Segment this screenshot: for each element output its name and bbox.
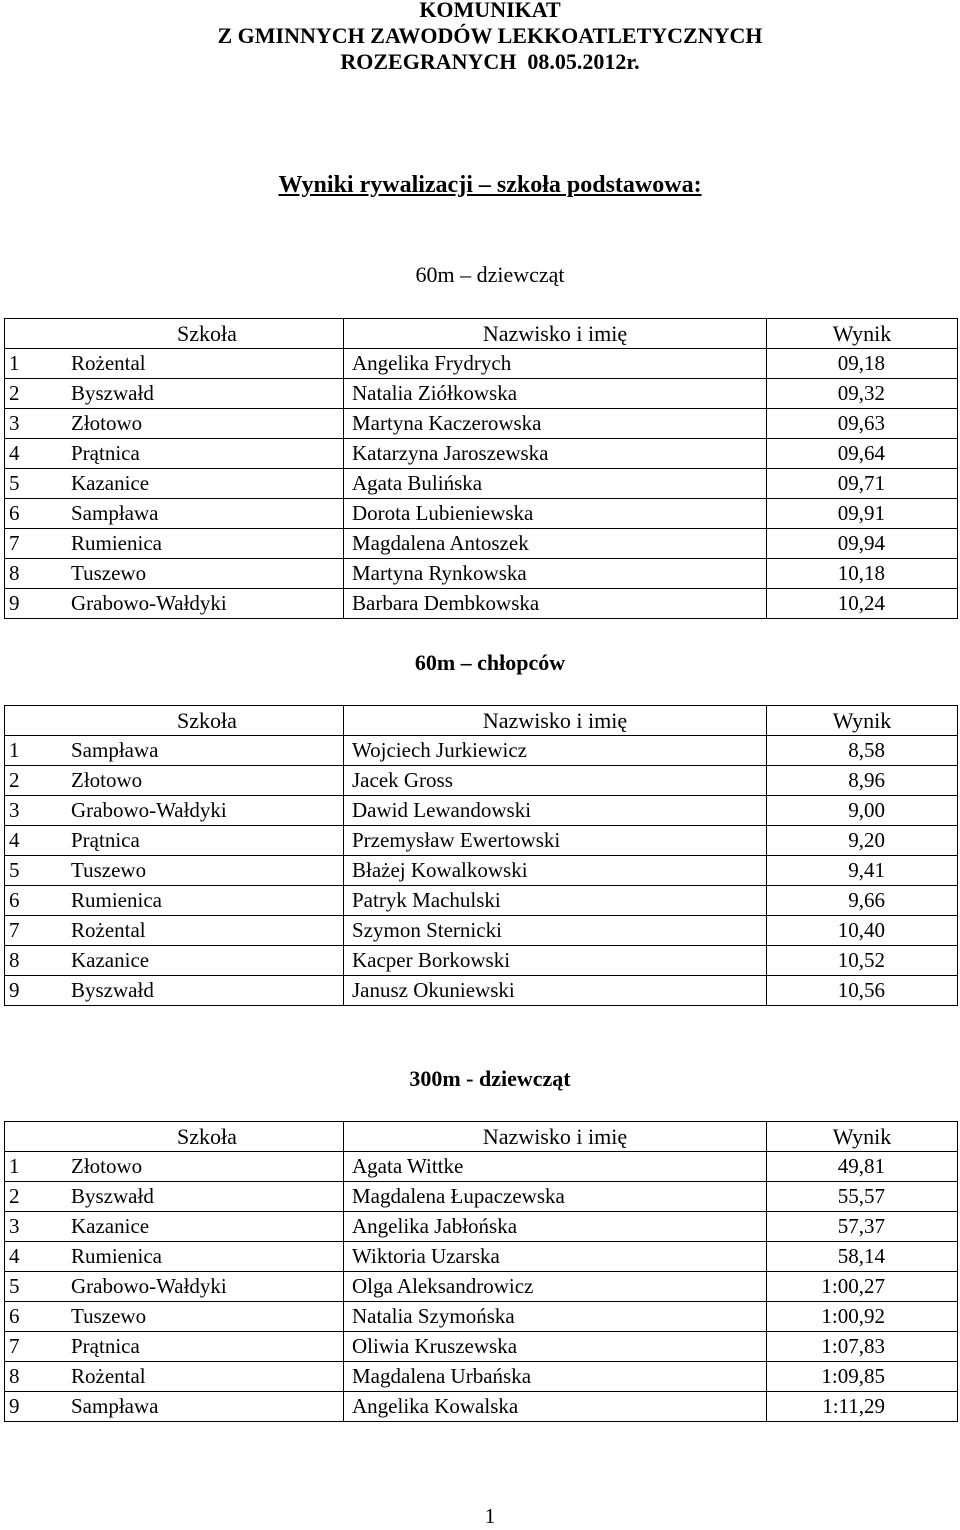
result-cell: 8,58 <box>767 736 958 766</box>
place-cell: 6 <box>5 1302 72 1332</box>
place-cell: 8 <box>5 559 72 589</box>
header-subtitle: Z GMINNYCH ZAWODÓW LEKKOATLETYCZNYCH <box>217 23 763 48</box>
place-cell: 5 <box>5 856 72 886</box>
place-cell: 5 <box>5 469 72 499</box>
school-cell: Prątnica <box>71 439 344 469</box>
result-cell: 09,64 <box>767 439 958 469</box>
name-cell: Barbara Dembkowska <box>344 589 767 619</box>
table-row <box>5 1362 958 1392</box>
table-row <box>5 1182 958 1212</box>
place-cell: 1 <box>5 736 72 766</box>
header-name: Nazwisko i imię <box>344 1122 767 1152</box>
name-cell: Martyna Kaczerowska <box>344 409 767 439</box>
school-cell: Byszwałd <box>71 379 344 409</box>
name-cell: Magdalena Antoszek <box>344 529 767 559</box>
result-cell: 09,94 <box>767 529 958 559</box>
table-row <box>5 1302 958 1332</box>
table-row <box>5 796 958 826</box>
place-cell: 3 <box>5 796 72 826</box>
table-row <box>5 439 958 469</box>
table-row <box>5 349 958 379</box>
result-cell: 09,32 <box>767 379 958 409</box>
place-cell: 7 <box>5 1332 72 1362</box>
name-cell: Natalia Ziółkowska <box>344 379 767 409</box>
result-cell: 8,96 <box>767 766 958 796</box>
school-cell: Sampława <box>71 736 344 766</box>
place-cell: 4 <box>5 439 72 469</box>
result-cell: 09,63 <box>767 409 958 439</box>
header-result: Wynik <box>767 1122 958 1152</box>
results-table-60m-girls <box>4 318 958 619</box>
event-title-60m-boys: 60m – chłopców <box>414 650 566 675</box>
result-cell: 9,66 <box>767 886 958 916</box>
table-row <box>5 589 958 619</box>
school-cell: Rożental <box>71 916 344 946</box>
result-cell: 10,52 <box>767 946 958 976</box>
school-cell: Rumienica <box>71 886 344 916</box>
header-school: Szkoła <box>71 1122 344 1152</box>
result-cell: 9,00 <box>767 796 958 826</box>
school-cell: Grabowo-Wałdyki <box>71 589 344 619</box>
event-title-300m-girls: 300m - dziewcząt <box>409 1066 571 1091</box>
name-cell: Wiktoria Uzarska <box>344 1242 767 1272</box>
table-row <box>5 1242 958 1272</box>
table-row <box>5 856 958 886</box>
header-school: Szkoła <box>71 319 344 349</box>
table-header-row <box>5 319 958 349</box>
table-row <box>5 826 958 856</box>
event-title-60m-girls: 60m – dziewcząt <box>415 262 565 287</box>
header-num <box>5 319 72 349</box>
place-cell: 2 <box>5 1182 72 1212</box>
result-cell: 09,91 <box>767 499 958 529</box>
place-cell: 9 <box>5 976 72 1006</box>
table-row <box>5 1272 958 1302</box>
school-cell: Kazanice <box>71 1212 344 1242</box>
school-cell: Rumienica <box>71 1242 344 1272</box>
place-cell: 4 <box>5 1242 72 1272</box>
school-cell: Rożental <box>71 349 344 379</box>
name-cell: Martyna Rynkowska <box>344 559 767 589</box>
name-cell: Szymon Sternicki <box>344 916 767 946</box>
name-cell: Błażej Kowalkowski <box>344 856 767 886</box>
place-cell: 6 <box>5 499 72 529</box>
result-cell: 1:00,27 <box>767 1272 958 1302</box>
name-cell: Agata Wittke <box>344 1152 767 1182</box>
name-cell: Przemysław Ewertowski <box>344 826 767 856</box>
school-cell: Prątnica <box>71 1332 344 1362</box>
result-cell: 10,24 <box>767 589 958 619</box>
result-cell: 1:00,92 <box>767 1302 958 1332</box>
school-cell: Kazanice <box>71 469 344 499</box>
place-cell: 2 <box>5 766 72 796</box>
place-cell: 9 <box>5 589 72 619</box>
header-result: Wynik <box>767 319 958 349</box>
header-date: ROZEGRANYCH 08.05.2012r. <box>340 49 640 74</box>
name-cell: Magdalena Łupaczewska <box>344 1182 767 1212</box>
table-row <box>5 946 958 976</box>
table-row <box>5 916 958 946</box>
table-row <box>5 379 958 409</box>
table-row <box>5 559 958 589</box>
place-cell: 3 <box>5 409 72 439</box>
result-cell: 1:07,83 <box>767 1332 958 1362</box>
school-cell: Złotowo <box>71 766 344 796</box>
table-row <box>5 766 958 796</box>
school-cell: Rożental <box>71 1362 344 1392</box>
page-number: 1 <box>484 1504 496 1528</box>
place-cell: 1 <box>5 1152 72 1182</box>
table-row <box>5 499 958 529</box>
name-cell: Katarzyna Jaroszewska <box>344 439 767 469</box>
place-cell: 8 <box>5 946 72 976</box>
name-cell: Magdalena Urbańska <box>344 1362 767 1392</box>
header-name: Nazwisko i imię <box>344 706 767 736</box>
school-cell: Tuszewo <box>71 856 344 886</box>
table-row <box>5 976 958 1006</box>
place-cell: 4 <box>5 826 72 856</box>
name-cell: Oliwia Kruszewska <box>344 1332 767 1362</box>
result-cell: 10,18 <box>767 559 958 589</box>
place-cell: 8 <box>5 1362 72 1392</box>
header-title: KOMUNIKAT <box>419 0 561 22</box>
result-cell: 55,57 <box>767 1182 958 1212</box>
place-cell: 5 <box>5 1272 72 1302</box>
table-row <box>5 1212 958 1242</box>
name-cell: Angelika Frydrych <box>344 349 767 379</box>
school-cell: Sampława <box>71 499 344 529</box>
school-cell: Złotowo <box>71 409 344 439</box>
table-row <box>5 409 958 439</box>
school-cell: Byszwałd <box>71 1182 344 1212</box>
school-cell: Złotowo <box>71 1152 344 1182</box>
result-cell: 1:09,85 <box>767 1362 958 1392</box>
result-cell: 1:11,29 <box>767 1392 958 1422</box>
document-header <box>0 0 960 75</box>
name-cell: Jacek Gross <box>344 766 767 796</box>
section-title: Wyniki rywalizacji – szkoła podstawowa: <box>278 172 702 198</box>
school-cell: Grabowo-Wałdyki <box>71 796 344 826</box>
name-cell: Olga Aleksandrowicz <box>344 1272 767 1302</box>
result-cell: 9,41 <box>767 856 958 886</box>
place-cell: 2 <box>5 379 72 409</box>
result-cell: 58,14 <box>767 1242 958 1272</box>
name-cell: Dawid Lewandowski <box>344 796 767 826</box>
school-cell: Rumienica <box>71 529 344 559</box>
result-cell: 49,81 <box>767 1152 958 1182</box>
table-header-row <box>5 706 958 736</box>
place-cell: 6 <box>5 886 72 916</box>
name-cell: Dorota Lubieniewska <box>344 499 767 529</box>
school-cell: Tuszewo <box>71 559 344 589</box>
name-cell: Wojciech Jurkiewicz <box>344 736 767 766</box>
header-school: Szkoła <box>71 706 344 736</box>
results-table-300m-girls <box>4 1121 958 1422</box>
name-cell: Angelika Jabłońska <box>344 1212 767 1242</box>
place-cell: 3 <box>5 1212 72 1242</box>
header-num <box>5 1122 72 1152</box>
results-table-60m-boys <box>4 705 958 1006</box>
result-cell: 9,20 <box>767 826 958 856</box>
place-cell: 7 <box>5 916 72 946</box>
school-cell: Sampława <box>71 1392 344 1422</box>
place-cell: 9 <box>5 1392 72 1422</box>
table-row <box>5 1332 958 1362</box>
result-cell: 10,56 <box>767 976 958 1006</box>
table-row <box>5 469 958 499</box>
name-cell: Kacper Borkowski <box>344 946 767 976</box>
table-row <box>5 1392 958 1422</box>
name-cell: Natalia Szymońska <box>344 1302 767 1332</box>
name-cell: Angelika Kowalska <box>344 1392 767 1422</box>
table-row <box>5 886 958 916</box>
table-row <box>5 529 958 559</box>
name-cell: Janusz Okuniewski <box>344 976 767 1006</box>
school-cell: Byszwałd <box>71 976 344 1006</box>
table-row <box>5 736 958 766</box>
result-cell: 09,18 <box>767 349 958 379</box>
place-cell: 7 <box>5 529 72 559</box>
result-cell: 10,40 <box>767 916 958 946</box>
header-result: Wynik <box>767 706 958 736</box>
school-cell: Tuszewo <box>71 1302 344 1332</box>
place-cell: 1 <box>5 349 72 379</box>
school-cell: Prątnica <box>71 826 344 856</box>
name-cell: Patryk Machulski <box>344 886 767 916</box>
school-cell: Kazanice <box>71 946 344 976</box>
school-cell: Grabowo-Wałdyki <box>71 1272 344 1302</box>
name-cell: Agata Bulińska <box>344 469 767 499</box>
header-name: Nazwisko i imię <box>344 319 767 349</box>
result-cell: 57,37 <box>767 1212 958 1242</box>
result-cell: 09,71 <box>767 469 958 499</box>
table-header-row <box>5 1122 958 1152</box>
header-num <box>5 706 72 736</box>
table-row <box>5 1152 958 1182</box>
